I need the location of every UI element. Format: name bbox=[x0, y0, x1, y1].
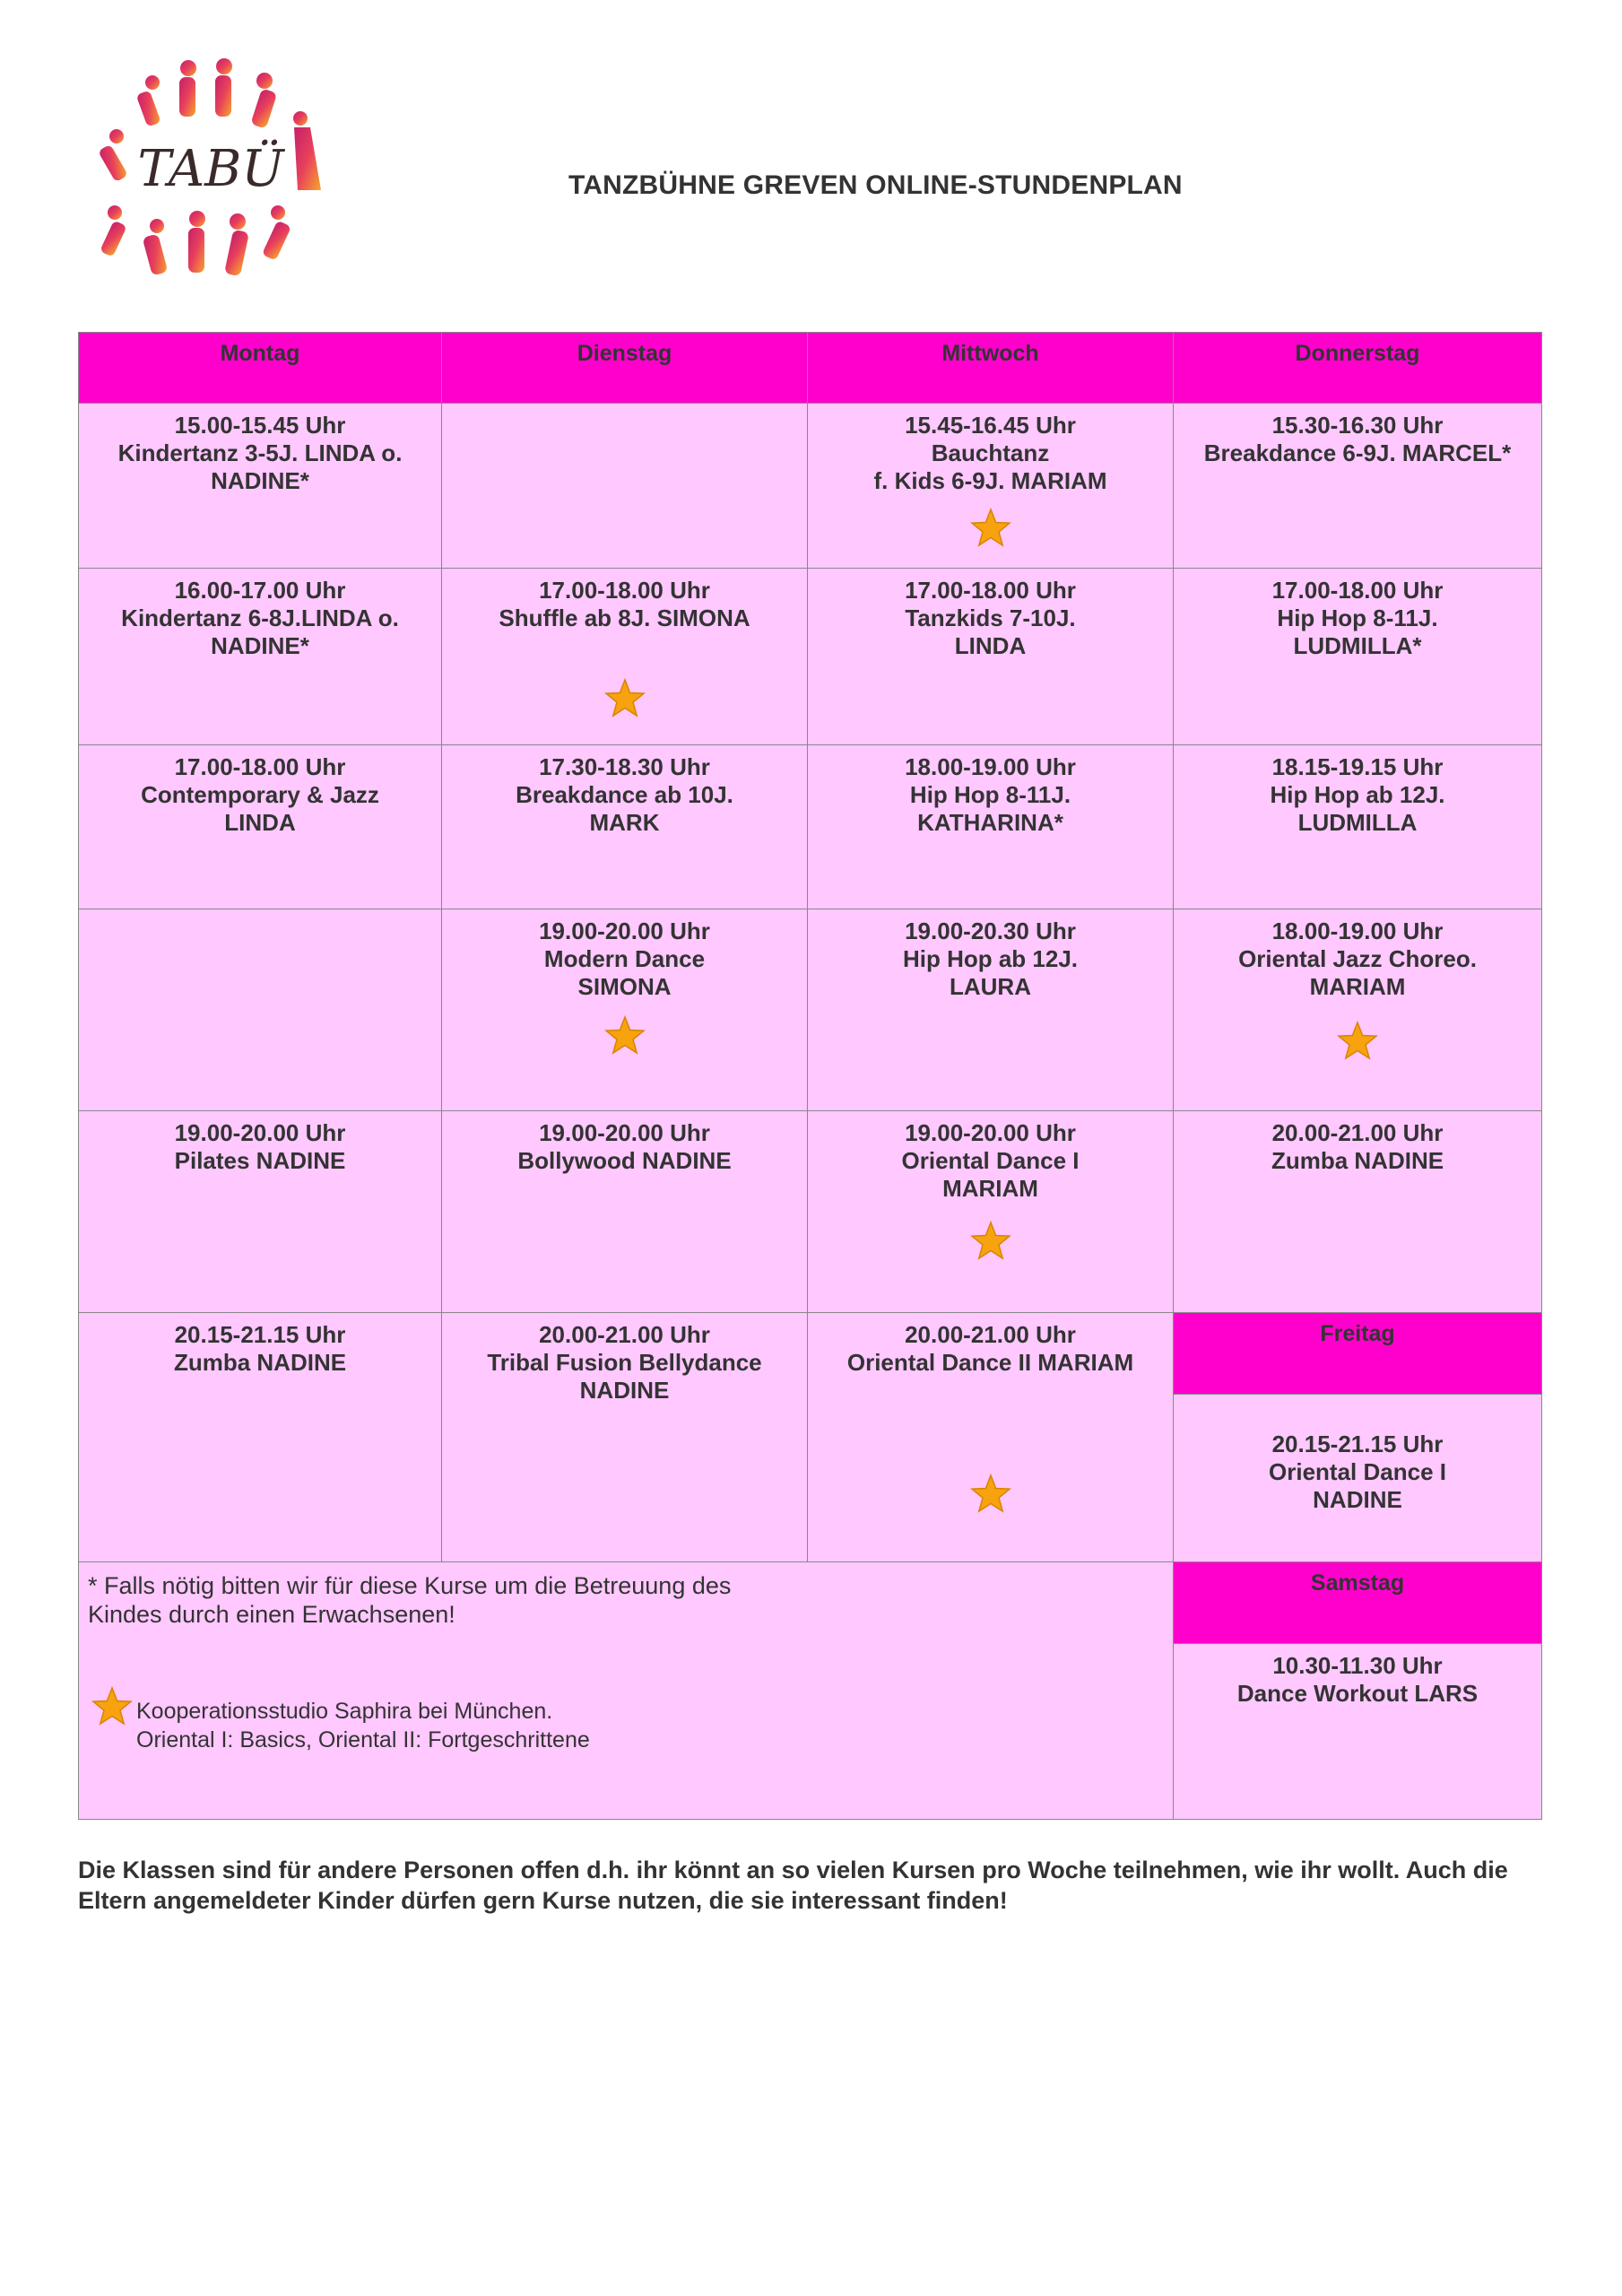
class-slot: 18.00-19.00 Uhr Hip Hop 8-11J. KATHARINA* bbox=[808, 745, 1174, 909]
class-slot: 15.45-16.45 Uhr Bauchtanz f. Kids 6-9J. MARIAM bbox=[808, 404, 1174, 569]
empty-slot bbox=[79, 909, 442, 1111]
class-slot: 20.00-21.00 Uhr Tribal Fusion Bellydance NADINE bbox=[442, 1313, 808, 1562]
schedule-table bbox=[78, 332, 1542, 1820]
childcare-note: * Falls nötig bitten wir für diese Kurse um die Betreuung des Kindes durch einen Erwachsenen! bbox=[88, 1572, 732, 1628]
day-header-montag: Montag bbox=[79, 333, 442, 404]
day-header-mittwoch: Mittwoch bbox=[808, 333, 1174, 404]
star-icon bbox=[91, 1686, 133, 1726]
class-slot: 17.00-18.00 Uhr Contemporary & Jazz LINDA bbox=[79, 745, 442, 909]
class-slot: 19.00-20.00 Uhr Modern Dance SIMONA bbox=[442, 909, 808, 1111]
footer-note: Die Klassen sind für andere Personen offen d.h. ihr könnt an so vielen Kursen pro Woche teilnehmen, wie ihr wollt. Auch die Eltern angemeldeter Kinder dürfen gern Kurse nutzen, die sie interessant finden! bbox=[78, 1857, 1508, 1914]
class-slot: 20.15-21.15 Uhr Oriental Dance I NADINE bbox=[1174, 1395, 1542, 1562]
page-title: TANZBÜHNE GREVEN ONLINE-STUNDENPLAN bbox=[568, 170, 1183, 200]
class-slot: 19.00-20.00 Uhr Pilates NADINE bbox=[79, 1111, 442, 1313]
class-slot: 19.00-20.00 Uhr Oriental Dance I MARIAM bbox=[808, 1111, 1174, 1313]
class-slot: 16.00-17.00 Uhr Kindertanz 6-8J.LINDA o. NADINE* bbox=[79, 569, 442, 745]
empty-slot bbox=[442, 404, 808, 569]
notes-cell bbox=[79, 1562, 1174, 1820]
tabu-logo bbox=[90, 56, 332, 291]
star-icon bbox=[604, 1015, 646, 1055]
class-slot: 20.00-21.00 Uhr Zumba NADINE bbox=[1174, 1111, 1542, 1313]
star-icon bbox=[970, 508, 1011, 547]
star-legend: Kooperationsstudio Saphira bei München. Oriental I: Basics, Oriental II: Fortgeschrittene bbox=[136, 1699, 590, 1752]
class-slot: 19.00-20.30 Uhr Hip Hop ab 12J. LAURA bbox=[808, 909, 1174, 1111]
class-slot: 17.00-18.00 Uhr Tanzkids 7-10J. LINDA bbox=[808, 569, 1174, 745]
class-slot: 18.00-19.00 Uhr Oriental Jazz Choreo. MARIAM bbox=[1174, 909, 1542, 1111]
class-slot: 20.00-21.00 Uhr Oriental Dance II MARIAM bbox=[808, 1313, 1174, 1562]
day-header-dienstag: Dienstag bbox=[442, 333, 808, 404]
class-slot: 15.30-16.30 Uhr Breakdance 6-9J. MARCEL* bbox=[1174, 404, 1542, 569]
class-slot: 17.30-18.30 Uhr Breakdance ab 10J. MARK bbox=[442, 745, 808, 909]
class-slot: 18.15-19.15 Uhr Hip Hop ab 12J. LUDMILLA bbox=[1174, 745, 1542, 909]
day-header-donnerstag: Donnerstag bbox=[1174, 333, 1542, 404]
class-slot: 20.15-21.15 Uhr Zumba NADINE bbox=[79, 1313, 442, 1562]
day-header-samstag: Samstag bbox=[1174, 1562, 1542, 1644]
star-icon bbox=[970, 1221, 1011, 1260]
star-icon bbox=[604, 678, 646, 718]
class-slot: 17.00-18.00 Uhr Hip Hop 8-11J. LUDMILLA* bbox=[1174, 569, 1542, 745]
day-header-freitag: Freitag bbox=[1174, 1313, 1542, 1395]
class-slot: 17.00-18.00 Uhr Shuffle ab 8J. SIMONA bbox=[442, 569, 808, 745]
star-icon bbox=[1337, 1021, 1378, 1060]
class-slot: 10.30-11.30 Uhr Dance Workout LARS bbox=[1174, 1644, 1542, 1820]
logo-text: TABÜ bbox=[137, 140, 284, 198]
class-slot: 19.00-20.00 Uhr Bollywood NADINE bbox=[442, 1111, 808, 1313]
star-icon bbox=[970, 1474, 1011, 1513]
class-slot: 15.00-15.45 Uhr Kindertanz 3-5J. LINDA o. NADINE* bbox=[79, 404, 442, 569]
